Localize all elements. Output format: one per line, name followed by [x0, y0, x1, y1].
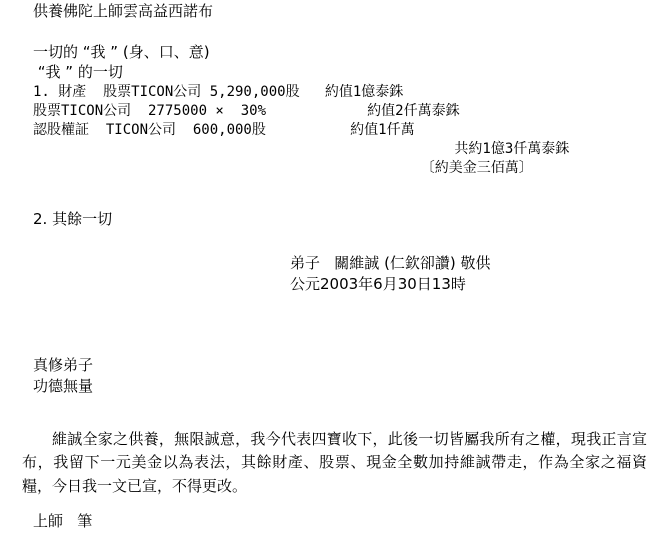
declaration-block	[33, 45, 569, 180]
asset-usd-line: 〔約美金三佰萬〕	[33, 160, 533, 176]
signature-block	[290, 256, 491, 298]
body-heading-block	[33, 358, 648, 400]
declaration-line-2: “我 ” 的一切	[33, 63, 123, 81]
asset-line-1: 1. 財產 股票TICON公司 5,290,000股 約值1億泰銖	[33, 84, 404, 100]
asset-line-3: 認股權証 TICON公司 600,000股 約值1仟萬	[33, 122, 415, 138]
signature-name: 弟子 關維誠 (仁欽卻讚) 敬供	[290, 254, 491, 272]
page-title: 供養佛陀上師雲高益西諾布	[33, 2, 214, 20]
asset-line-2: 股票TICON公司 2775000 × 30% 約值2仟萬泰銖	[33, 103, 460, 119]
body-paragraph: 維誠全家之供養，無限誠意，我今代表四寶收下，此後一切皆屬我所有之權，現我正言宣布，我留下一元美金以為表法，其餘財產、股票、現金全數加持維誠帶走，作為全家之福資糧，今日我一文已宣，不得更改。	[22, 430, 647, 495]
item-2-label: 2. 其餘一切	[33, 210, 113, 228]
asset-total-line: 共約1億3仟萬泰銖	[33, 141, 570, 157]
signature-date: 公元2003年6月30日13時	[290, 275, 466, 293]
body-heading-1: 真修弟子	[33, 356, 94, 374]
declaration-line-1: 一切的 “我 ” (身、口、意)	[33, 43, 210, 61]
closing-signature: 上師 筆	[33, 512, 93, 530]
body-heading-2: 功德無量	[33, 377, 94, 395]
